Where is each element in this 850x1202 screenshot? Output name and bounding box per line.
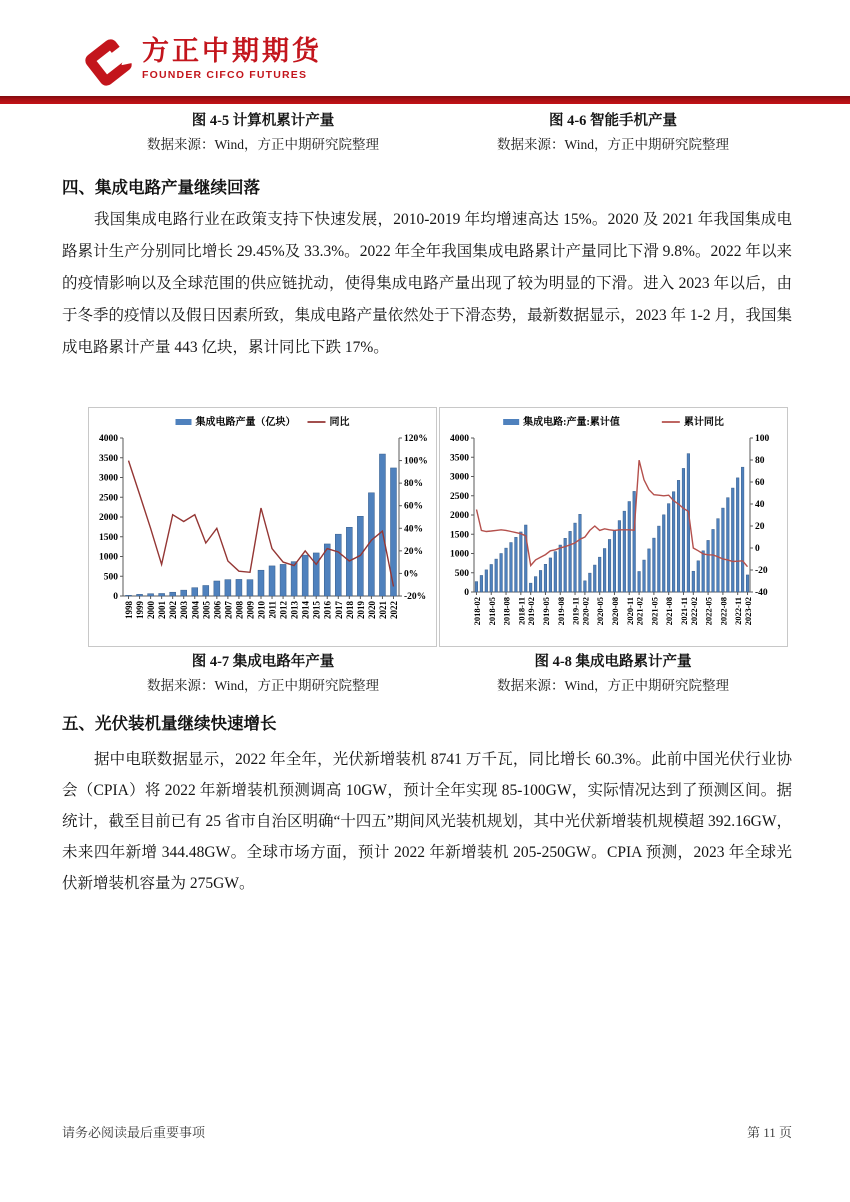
svg-text:40: 40: [755, 500, 765, 510]
svg-text:2018: 2018: [344, 601, 355, 619]
svg-text:2022: 2022: [388, 601, 399, 619]
header-divider: [0, 96, 850, 104]
svg-text:120%: 120%: [404, 434, 428, 444]
logo-english-name: FOUNDER CIFCO FUTURES: [142, 69, 308, 81]
svg-text:2007: 2007: [223, 601, 234, 619]
page-number: 第 11 页: [746, 1125, 792, 1140]
svg-text:2022-02: 2022-02: [688, 597, 699, 626]
svg-text:4000: 4000: [99, 434, 118, 444]
svg-text:2001: 2001: [157, 601, 168, 619]
charts-row: [88, 407, 788, 649]
figure-title: 图 4-7 集成电路年产量: [191, 654, 335, 670]
logo-chinese-name: 方正中期期货: [142, 36, 322, 66]
svg-text:1500: 1500: [99, 532, 118, 543]
figure-4-8-caption: [438, 651, 788, 697]
svg-text:2000: 2000: [146, 601, 157, 619]
svg-text:1998: 1998: [124, 601, 135, 619]
svg-text:2019: 2019: [355, 601, 366, 619]
svg-text:500: 500: [454, 568, 469, 579]
svg-text:40%: 40%: [404, 524, 423, 535]
svg-text:2012: 2012: [278, 601, 289, 619]
svg-text:2500: 2500: [99, 493, 118, 504]
svg-text:3000: 3000: [99, 473, 118, 484]
svg-text:2017: 2017: [333, 601, 344, 619]
svg-text:2018-11: 2018-11: [516, 597, 527, 625]
section-5-paragraph: 据中电联数据显示，2022 年全年，光伏新增装机 8741 万千瓦，同比增长 60.3%。此前中国光伏行业协会（CPIA）将 2022 年新增装机预测调高 10GW，预计全年实现 85-100GW，实际情况达到了预测区间。据统计，截至目前已有 25 省市自治区明确“十四五”期间风光装机规划，其中光伏新增装机规模超 392.16GW，未来四年新增 344.48GW。全球市场方面，预计 2022 年新增装机 205-250GW。CPIA 预测，2023 年全球光伏新增装机容量为 275GW。: [62, 751, 792, 892]
svg-text:2021: 2021: [377, 601, 388, 619]
svg-text:2003: 2003: [179, 601, 190, 619]
svg-text:60: 60: [755, 478, 765, 488]
svg-text:80: 80: [755, 456, 765, 466]
svg-text:2018-02: 2018-02: [471, 597, 482, 626]
figure-title: 图 4-5 计算机累计产量: [191, 113, 335, 129]
figure-source: 数据来源：Wind，方正中期研究院整理: [497, 678, 729, 693]
svg-text:2010: 2010: [256, 601, 267, 619]
svg-text:-40: -40: [755, 588, 768, 598]
figure-source: 数据来源：Wind，方正中期研究院整理: [147, 678, 379, 693]
bottom-figure-captions: [88, 651, 788, 697]
svg-text:2019-05: 2019-05: [540, 597, 551, 626]
chart-ic-annual-output: [88, 407, 437, 647]
figure-4-5-caption: [88, 110, 438, 156]
logo-text: [142, 36, 322, 81]
svg-text:2020-05: 2020-05: [595, 597, 606, 626]
svg-text:0%: 0%: [404, 569, 419, 580]
svg-text:2014: 2014: [300, 601, 311, 619]
figure-source: 数据来源：Wind，方正中期研究院整理: [497, 137, 729, 152]
svg-text:2020-08: 2020-08: [609, 597, 620, 626]
svg-text:2000: 2000: [450, 511, 469, 521]
svg-text:同比: 同比: [329, 417, 350, 428]
svg-text:2020-11: 2020-11: [624, 597, 635, 625]
svg-text:20%: 20%: [404, 546, 423, 557]
svg-text:2002: 2002: [168, 601, 179, 619]
svg-text:2021-11: 2021-11: [678, 597, 689, 625]
svg-text:2022-11: 2022-11: [733, 597, 744, 625]
section-5-heading: 五、光伏装机量继续快速增长: [62, 715, 277, 733]
svg-text:2018-08: 2018-08: [501, 597, 512, 626]
svg-text:20: 20: [755, 522, 765, 532]
figure-title: 图 4-8 集成电路累计产量: [534, 654, 692, 670]
svg-text:2019-02: 2019-02: [526, 597, 537, 626]
svg-text:2005: 2005: [201, 601, 212, 619]
svg-text:60%: 60%: [404, 501, 423, 512]
svg-text:2018-05: 2018-05: [486, 597, 497, 626]
svg-text:1000: 1000: [99, 552, 118, 563]
svg-text:2000: 2000: [99, 513, 118, 523]
svg-text:100: 100: [755, 434, 770, 444]
figure-source: 数据来源：Wind，方正中期研究院整理: [147, 137, 379, 152]
svg-text:2006: 2006: [212, 601, 223, 619]
figure-4-7-caption: [88, 651, 438, 697]
svg-text:2008: 2008: [234, 601, 245, 619]
svg-text:3000: 3000: [450, 472, 469, 483]
svg-text:0: 0: [755, 544, 760, 554]
svg-text:2013: 2013: [289, 601, 300, 619]
svg-text:3500: 3500: [99, 453, 118, 464]
figure-4-6-caption: [438, 110, 788, 156]
footer-disclaimer: 请务必阅读最后重要事项: [62, 1125, 206, 1140]
svg-text:2019-08: 2019-08: [555, 597, 566, 626]
svg-text:0: 0: [464, 588, 469, 598]
svg-text:0: 0: [113, 592, 118, 602]
svg-text:集成电路:产量:累计值: 集成电路:产量:累计值: [523, 417, 620, 428]
top-figure-captions: [88, 110, 788, 156]
svg-text:2016: 2016: [322, 601, 333, 619]
company-logo: [84, 36, 322, 90]
svg-text:2020-02: 2020-02: [580, 597, 591, 626]
svg-text:2022-08: 2022-08: [718, 597, 729, 626]
svg-text:500: 500: [103, 572, 118, 583]
svg-text:2021-02: 2021-02: [634, 597, 645, 626]
svg-text:1500: 1500: [450, 530, 469, 541]
svg-text:累计同比: 累计同比: [683, 417, 724, 428]
chart-ic-cumulative-output: [439, 407, 788, 647]
svg-text:集成电路产量（亿块）: 集成电路产量（亿块）: [195, 417, 296, 428]
section-4-heading: 四、集成电路产量继续回落: [62, 179, 260, 197]
svg-text:-20%: -20%: [404, 592, 427, 602]
svg-text:2004: 2004: [190, 601, 201, 619]
section-4-paragraph: 我国集成电路行业在政策支持下快速发展，2010-2019 年均增速高达 15%。2020 及 2021 年我国集成电路累计生产分别同比增长 29.45%及 33.3%。2022 年全年我国集成电路累计产量同比下滑 9.8%。2022 年以来的疫情影响以及全球范围的供应链扰动，使得集成电路产量出现了较为明显的下滑。进入 2023 年以后，由于冬季的疫情以及假日因素所致，集成电路产量依然处于下滑态势，最新数据显示，2023 年 1-2 月，我国集成电路累计产量 443 亿块，累计同比下跌 17%。: [62, 211, 792, 356]
svg-text:2023-02: 2023-02: [743, 597, 754, 626]
svg-text:4000: 4000: [450, 434, 469, 444]
figure-title: 图 4-6 智能手机产量: [548, 113, 678, 129]
svg-text:3500: 3500: [450, 453, 469, 464]
svg-text:2015: 2015: [311, 601, 322, 619]
svg-text:2022-05: 2022-05: [703, 597, 714, 626]
svg-text:2009: 2009: [245, 601, 256, 619]
svg-text:1999: 1999: [135, 601, 146, 619]
founder-logo-icon: [84, 36, 132, 90]
svg-text:100%: 100%: [404, 456, 428, 467]
svg-text:2021-08: 2021-08: [664, 597, 675, 626]
svg-text:2011: 2011: [267, 601, 278, 619]
svg-text:2500: 2500: [450, 491, 469, 502]
svg-text:1000: 1000: [450, 549, 469, 560]
svg-text:2019-11: 2019-11: [570, 597, 581, 625]
svg-text:80%: 80%: [404, 479, 423, 490]
svg-text:-20: -20: [755, 566, 768, 576]
svg-text:2020: 2020: [366, 601, 377, 619]
svg-text:2021-05: 2021-05: [649, 597, 660, 626]
